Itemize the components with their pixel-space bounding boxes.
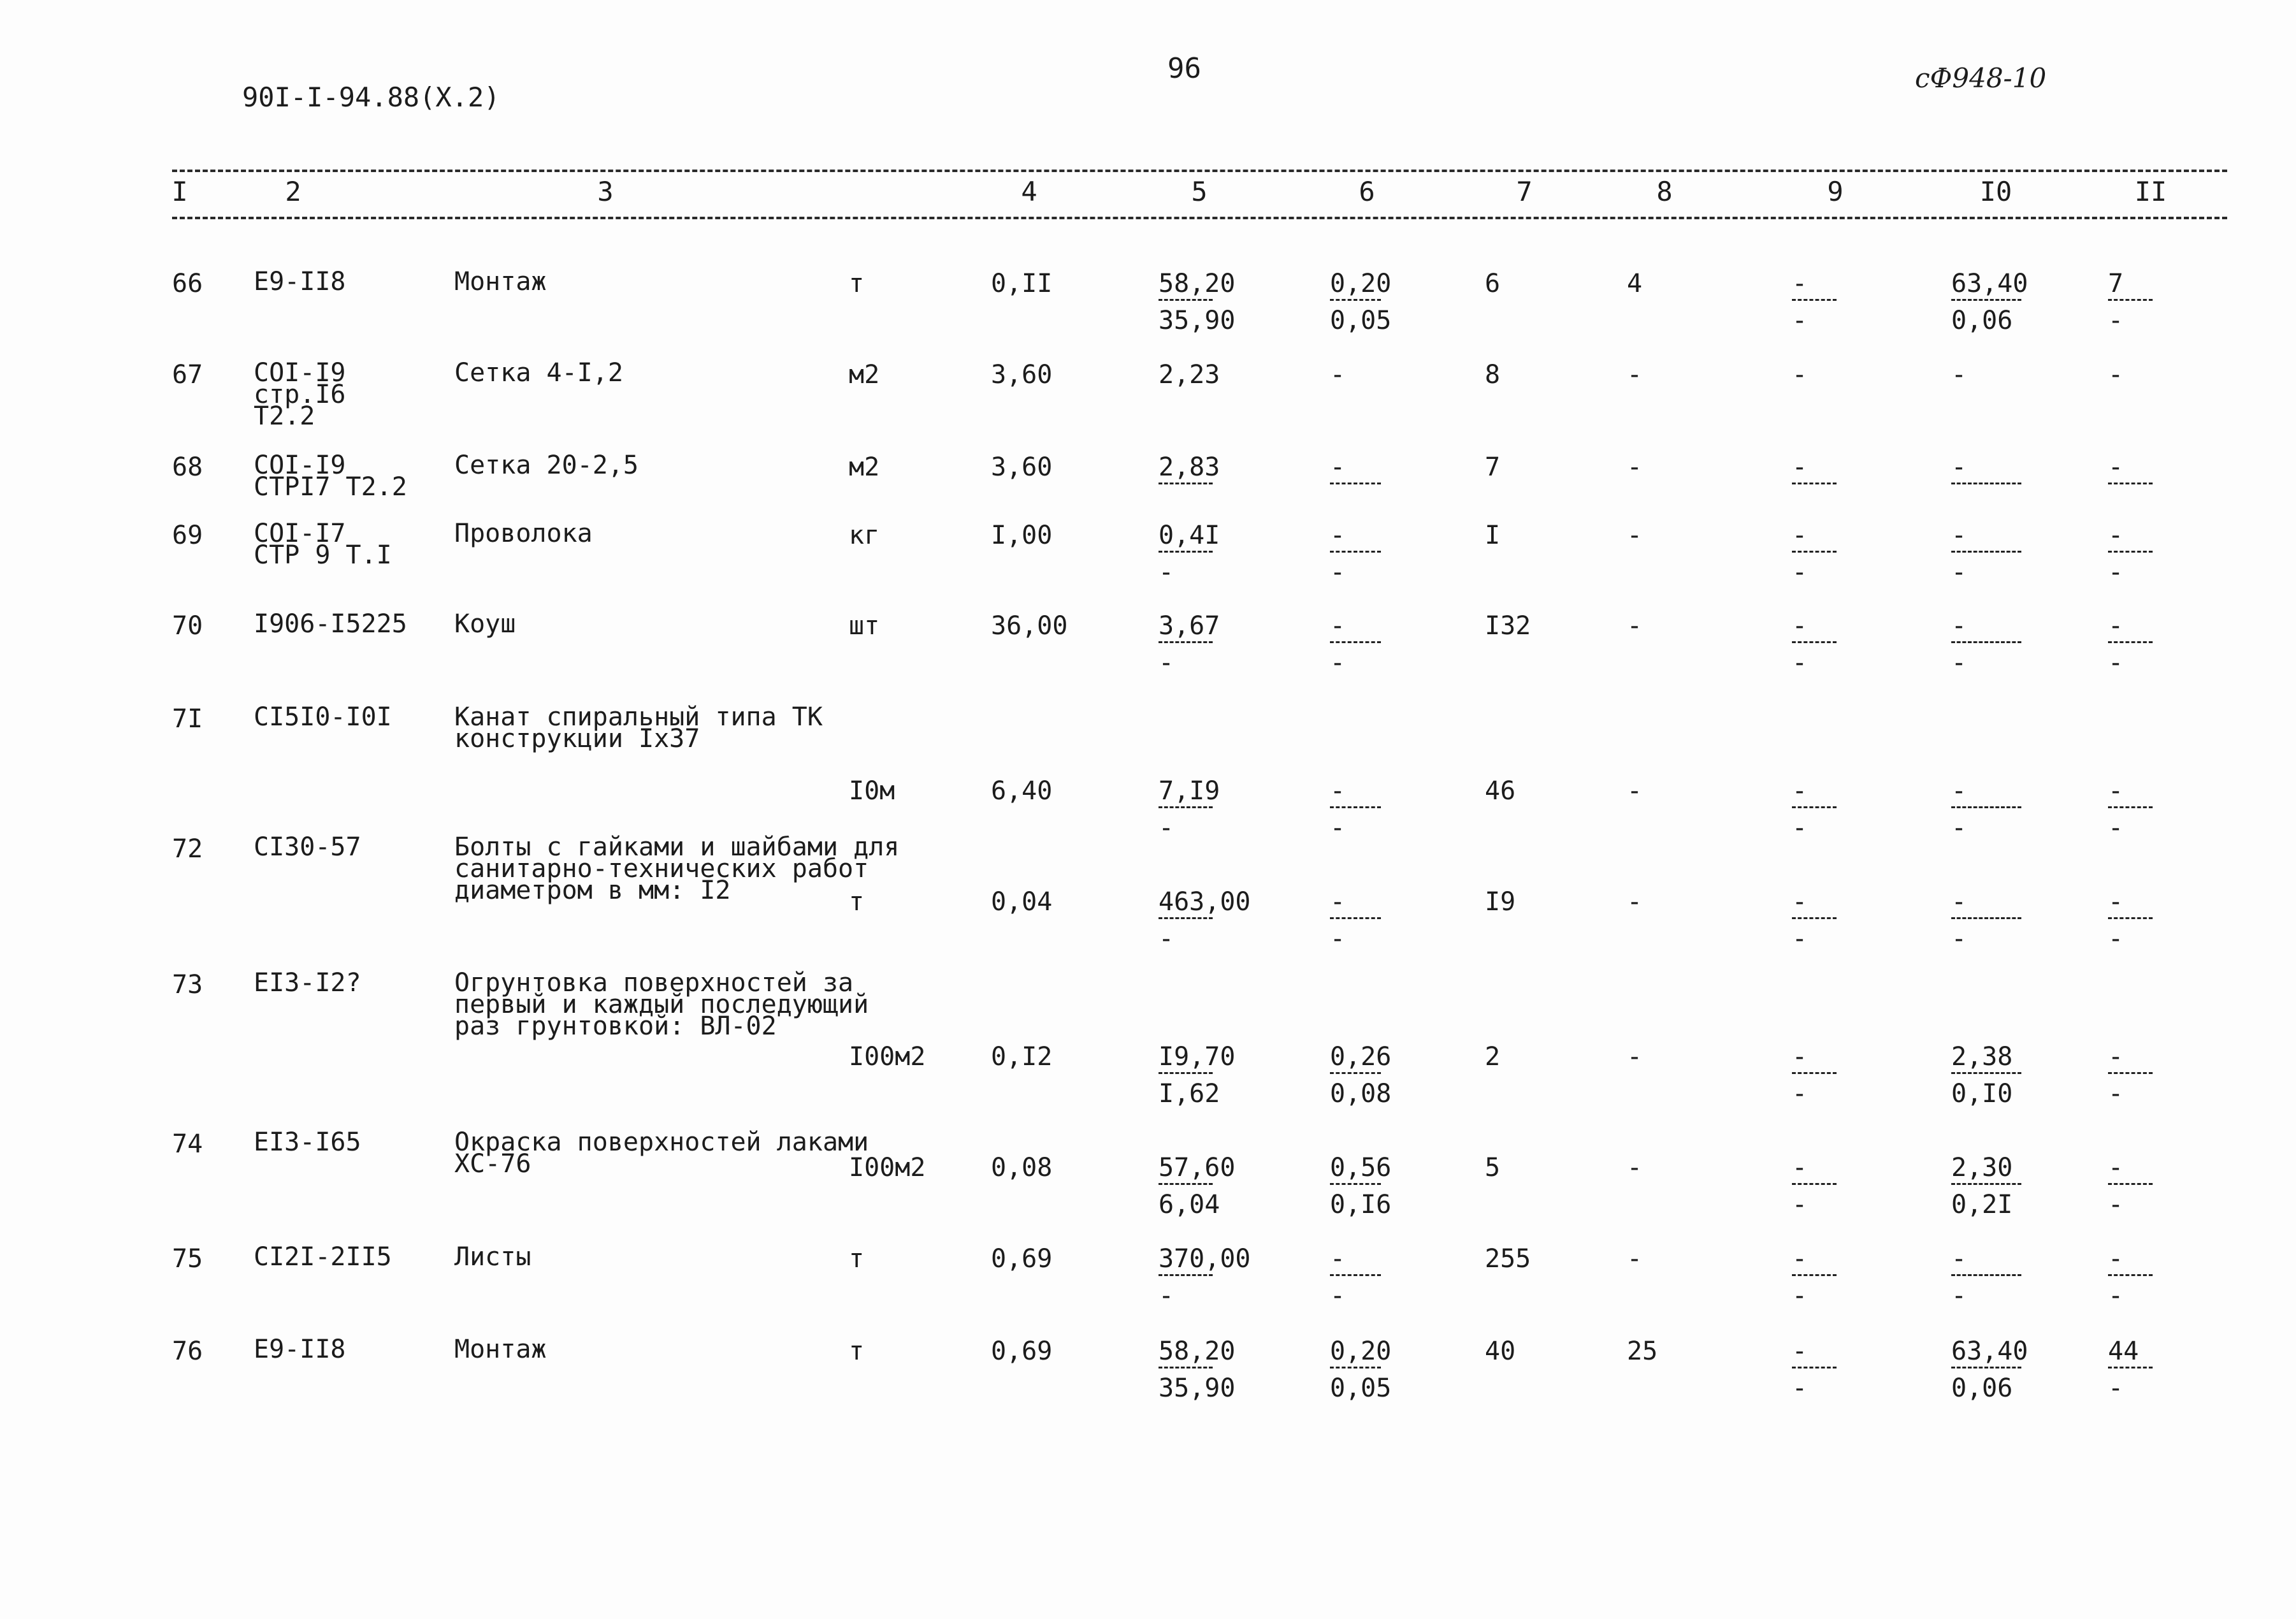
unit: т (849, 887, 865, 917)
col9-value-denominator: - (1792, 648, 1808, 678)
col7-value: 6 (1485, 269, 1501, 298)
col7-value: I9 (1485, 887, 1516, 917)
quantity: I,00 (991, 521, 1053, 550)
column-number: 8 (1656, 176, 1673, 207)
col6-value-denominator: 0,I6 (1330, 1190, 1392, 1219)
norm-code: I906-I5225 (254, 609, 407, 639)
quantity: 3,60 (991, 360, 1053, 389)
norm-code: CI2I-2II5 (254, 1242, 392, 1272)
unit: I00м2 (849, 1042, 926, 1071)
unit: т (849, 269, 865, 298)
col11-value-numerator: 44 (2108, 1337, 2139, 1366)
col5-value-denominator: 6,04 (1159, 1190, 1220, 1219)
norm-code: COI-I9 CTPI7 T2.2 (254, 451, 407, 502)
unit: м2 (849, 360, 880, 389)
column-number: 9 (1827, 176, 1844, 207)
col6-value-denominator: - (1330, 1281, 1346, 1310)
row-number: 75 (172, 1244, 203, 1274)
col10-value-numerator: - (1951, 360, 1967, 389)
col5-value-denominator: - (1159, 1281, 1174, 1310)
col5-value-numerator: 7,I9 (1159, 776, 1220, 806)
column-number: II (2134, 176, 2167, 207)
col11-value-numerator: - (2108, 360, 2124, 389)
col6-value-fraction-rule (1330, 917, 1381, 919)
col8-value: 4 (1627, 269, 1643, 298)
col10-value-fraction-rule (1951, 917, 2021, 919)
col11-value-denominator: - (2108, 1079, 2124, 1108)
norm-code: CI30-57 (254, 832, 361, 862)
archive-code: сФ948-10 (1915, 62, 2047, 94)
col11-value-denominator: - (2108, 813, 2124, 843)
col9-value-numerator: - (1792, 1042, 1808, 1071)
col7-value: 40 (1485, 1337, 1516, 1366)
col10-value-denominator: - (1951, 1281, 1967, 1310)
col6-value-denominator: - (1330, 924, 1346, 954)
col11-value-fraction-rule (2108, 551, 2153, 553)
quantity: 0,I2 (991, 1042, 1053, 1071)
row-number: 66 (172, 269, 203, 298)
row-number: 74 (172, 1129, 203, 1159)
col8-value: - (1627, 360, 1643, 389)
row-number: 76 (172, 1337, 203, 1366)
col11-value-denominator: - (2108, 558, 2124, 587)
work-name: Канат спиральный типа ТК конструкции Iх37 (454, 702, 823, 753)
col11-value-numerator: - (2108, 1244, 2124, 1274)
col5-value-denominator: 35,90 (1159, 306, 1236, 335)
col11-value-numerator: - (2108, 453, 2124, 482)
col5-value-fraction-rule (1159, 641, 1213, 643)
col5-value-fraction-rule (1159, 299, 1213, 301)
col9-value-numerator: - (1792, 1153, 1808, 1182)
col6-value-denominator: 0,08 (1330, 1079, 1392, 1108)
col8-value: - (1627, 1244, 1643, 1274)
col10-value-fraction-rule (1951, 1367, 2021, 1369)
work-name: Сетка 20-2,5 (454, 451, 639, 480)
col11-value-denominator: - (2108, 306, 2124, 335)
col11-value-numerator: - (2108, 611, 2124, 641)
quantity: 0,04 (991, 887, 1053, 917)
norm-code: E9-II8 (254, 267, 346, 296)
col5-value-numerator: 3,67 (1159, 611, 1220, 641)
norm-code: COI-I7 CTP 9 T.I (254, 519, 392, 570)
unit: кг (849, 521, 880, 550)
col11-value-numerator: - (2108, 521, 2124, 550)
column-number: I0 (1979, 176, 2012, 207)
col5-value-numerator: 57,60 (1159, 1153, 1236, 1182)
row-number: 67 (172, 360, 203, 389)
col11-value-denominator: - (2108, 648, 2124, 678)
norm-code: CI5I0-I0I (254, 702, 392, 732)
col6-value-fraction-rule (1330, 641, 1381, 643)
col11-value-numerator: - (2108, 887, 2124, 917)
col9-value-denominator: - (1792, 558, 1808, 587)
col6-value-numerator: - (1330, 360, 1346, 389)
col10-value-fraction-rule (1951, 1183, 2021, 1185)
column-number: 7 (1516, 176, 1533, 207)
col5-value-fraction-rule (1159, 1183, 1213, 1185)
col7-value: 2 (1485, 1042, 1501, 1071)
col11-value-fraction-rule (2108, 1072, 2153, 1074)
work-name: Коуш (454, 609, 516, 639)
col5-value-denominator: - (1159, 924, 1174, 954)
col10-value-denominator: - (1951, 813, 1967, 843)
col5-value-denominator: - (1159, 648, 1174, 678)
col8-value: - (1627, 776, 1643, 806)
col9-value-denominator: - (1792, 1079, 1808, 1108)
col5-value-numerator: 2,23 (1159, 360, 1220, 389)
unit: м2 (849, 453, 880, 482)
quantity: 36,00 (991, 611, 1068, 641)
col9-value-denominator: - (1792, 813, 1808, 843)
col10-value-fraction-rule (1951, 1072, 2021, 1074)
col10-value-fraction-rule (1951, 483, 2021, 484)
col10-value-fraction-rule (1951, 299, 2021, 301)
col6-value-fraction-rule (1330, 483, 1381, 484)
column-number: I (171, 176, 188, 207)
column-number: 6 (1359, 176, 1375, 207)
col5-value-numerator: 463,00 (1159, 887, 1251, 917)
col11-value-fraction-rule (2108, 806, 2153, 808)
col5-value-fraction-rule (1159, 1367, 1213, 1369)
col9-value-numerator: - (1792, 887, 1808, 917)
col10-value-numerator: - (1951, 453, 1967, 482)
col7-value: 46 (1485, 776, 1516, 806)
column-number: 4 (1021, 176, 1037, 207)
col11-value-fraction-rule (2108, 1274, 2153, 1276)
col6-value-numerator: 0,20 (1330, 269, 1392, 298)
col8-value: 25 (1627, 1337, 1658, 1366)
col10-value-numerator: 63,40 (1951, 1337, 2028, 1366)
col9-value-fraction-rule (1792, 1367, 1837, 1369)
col5-value-numerator: 58,20 (1159, 1337, 1236, 1366)
col7-value: I32 (1485, 611, 1531, 641)
col6-value-fraction-rule (1330, 1072, 1381, 1074)
col11-value-numerator: - (2108, 1153, 2124, 1182)
col9-value-fraction-rule (1792, 483, 1837, 484)
col7-value: I (1485, 521, 1501, 550)
col10-value-denominator: 0,2I (1951, 1190, 2013, 1219)
col9-value-fraction-rule (1792, 551, 1837, 553)
col5-value-numerator: 58,20 (1159, 269, 1236, 298)
column-number: 3 (597, 176, 614, 207)
col9-value-fraction-rule (1792, 299, 1837, 301)
col10-value-denominator: 0,06 (1951, 1374, 2013, 1403)
col10-value-denominator: - (1951, 924, 1967, 954)
col10-value-numerator: 63,40 (1951, 269, 2028, 298)
work-name: Окраска поверхностей лаками ХС-76 (454, 1128, 869, 1179)
work-name: Огрунтовка поверхностей за первый и каждый последующий раз грунтовкой: ВЛ-02 (454, 968, 869, 1041)
row-number: 73 (172, 970, 203, 999)
document-code: 90I-I-94.88(X.2) (242, 82, 500, 113)
col11-value-fraction-rule (2108, 299, 2153, 301)
col11-value-fraction-rule (2108, 483, 2153, 484)
col10-value-numerator: - (1951, 776, 1967, 806)
col9-value-fraction-rule (1792, 806, 1837, 808)
col10-value-numerator: - (1951, 521, 1967, 550)
col11-value-denominator: - (2108, 1281, 2124, 1310)
unit: I00м2 (849, 1153, 926, 1182)
row-number: 7I (172, 704, 203, 734)
unit: I0м (849, 776, 895, 806)
col7-value: 5 (1485, 1153, 1501, 1182)
quantity: 0,II (991, 269, 1053, 298)
col5-value-denominator: 35,90 (1159, 1374, 1236, 1403)
col6-value-numerator: - (1330, 521, 1346, 550)
column-number: 5 (1191, 176, 1208, 207)
col6-value-fraction-rule (1330, 551, 1381, 553)
col10-value-numerator: 2,30 (1951, 1153, 2013, 1182)
col5-value-fraction-rule (1159, 917, 1213, 919)
col9-value-numerator: - (1792, 269, 1808, 298)
col9-value-fraction-rule (1792, 917, 1837, 919)
column-number: 2 (285, 176, 301, 207)
col5-value-fraction-rule (1159, 806, 1213, 808)
quantity: 3,60 (991, 453, 1053, 482)
col6-value-fraction-rule (1330, 299, 1381, 301)
page-number: 96 (1167, 52, 1201, 85)
row-number: 68 (172, 453, 203, 482)
quantity: 0,69 (991, 1337, 1053, 1366)
col9-value-numerator: - (1792, 1244, 1808, 1274)
work-name: Листы (454, 1242, 531, 1272)
col8-value: - (1627, 453, 1643, 482)
col9-value-numerator: - (1792, 611, 1808, 641)
col10-value-fraction-rule (1951, 806, 2021, 808)
col6-value-numerator: - (1330, 1244, 1346, 1274)
col10-value-numerator: - (1951, 1244, 1967, 1274)
col10-value-denominator: 0,I0 (1951, 1079, 2013, 1108)
col10-value-numerator: 2,38 (1951, 1042, 2013, 1071)
col8-value: - (1627, 521, 1643, 550)
col11-value-numerator: - (2108, 776, 2124, 806)
col9-value-denominator: - (1792, 1190, 1808, 1219)
col11-value-denominator: - (2108, 1374, 2124, 1403)
col10-value-denominator: - (1951, 648, 1967, 678)
col11-value-denominator: - (2108, 924, 2124, 954)
col6-value-numerator: - (1330, 776, 1346, 806)
col10-value-fraction-rule (1951, 1274, 2021, 1276)
col5-value-numerator: 0,4I (1159, 521, 1220, 550)
col11-value-numerator: - (2108, 1042, 2124, 1071)
col10-value-denominator: 0,06 (1951, 306, 2013, 335)
col5-value-numerator: 370,00 (1159, 1244, 1251, 1274)
col7-value: 8 (1485, 360, 1501, 389)
col5-value-numerator: I9,70 (1159, 1042, 1236, 1071)
unit: т (849, 1337, 865, 1366)
col11-value-fraction-rule (2108, 641, 2153, 643)
col9-value-fraction-rule (1792, 1274, 1837, 1276)
col11-value-fraction-rule (2108, 1183, 2153, 1185)
col5-value-fraction-rule (1159, 551, 1213, 553)
col6-value-denominator: - (1330, 558, 1346, 587)
work-name: Болты с гайками и шайбами для санитарно-технических работ диаметром в мм: I2 (454, 832, 900, 905)
unit: т (849, 1244, 865, 1274)
col6-value-numerator: 0,56 (1330, 1153, 1392, 1182)
col7-value: 7 (1485, 453, 1501, 482)
col6-value-fraction-rule (1330, 806, 1381, 808)
col10-value-numerator: - (1951, 611, 1967, 641)
norm-code: E9-II8 (254, 1335, 346, 1364)
col9-value-denominator: - (1792, 1281, 1808, 1310)
col6-value-numerator: 0,26 (1330, 1042, 1392, 1071)
quantity: 0,69 (991, 1244, 1053, 1274)
col10-value-numerator: - (1951, 887, 1967, 917)
col6-value-numerator: - (1330, 453, 1346, 482)
work-name: Монтаж (454, 1335, 547, 1364)
col6-value-denominator: - (1330, 813, 1346, 843)
col9-value-fraction-rule (1792, 1183, 1837, 1185)
unit: шт (849, 611, 880, 641)
norm-code: COI-I9 стр.I6 T2.2 (254, 358, 346, 431)
col9-value-denominator: - (1792, 306, 1808, 335)
col9-value-denominator: - (1792, 1374, 1808, 1403)
col5-value-denominator: - (1159, 813, 1174, 843)
col6-value-fraction-rule (1330, 1274, 1381, 1276)
col11-value-fraction-rule (2108, 1367, 2153, 1369)
col7-value: 255 (1485, 1244, 1531, 1274)
row-number: 72 (172, 834, 203, 864)
col8-value: - (1627, 611, 1643, 641)
col5-value-fraction-rule (1159, 483, 1213, 484)
row-number: 70 (172, 611, 203, 641)
norm-code: EI3-I2? (254, 968, 361, 998)
quantity: 0,08 (991, 1153, 1053, 1182)
norm-code: EI3-I65 (254, 1128, 361, 1157)
col6-value-numerator: - (1330, 611, 1346, 641)
quantity: 6,40 (991, 776, 1053, 806)
work-name: Монтаж (454, 267, 547, 296)
col9-value-denominator: - (1792, 924, 1808, 954)
col6-value-denominator: 0,05 (1330, 306, 1392, 335)
col6-value-denominator: 0,05 (1330, 1374, 1392, 1403)
col9-value-numerator: - (1792, 776, 1808, 806)
col6-value-denominator: - (1330, 648, 1346, 678)
col9-value-numerator: - (1792, 1337, 1808, 1366)
col5-value-numerator: 2,83 (1159, 453, 1220, 482)
row-number: 69 (172, 521, 203, 550)
col10-value-fraction-rule (1951, 641, 2021, 643)
col5-value-fraction-rule (1159, 1072, 1213, 1074)
col10-value-denominator: - (1951, 558, 1967, 587)
col8-value: - (1627, 1042, 1643, 1071)
col8-value: - (1627, 887, 1643, 917)
col5-value-fraction-rule (1159, 1274, 1213, 1276)
col6-value-numerator: - (1330, 887, 1346, 917)
col5-value-denominator: I,62 (1159, 1079, 1220, 1108)
work-name: Сетка 4-I,2 (454, 358, 623, 388)
col11-value-denominator: - (2108, 1190, 2124, 1219)
work-name: Проволока (454, 519, 593, 548)
col9-value-numerator: - (1792, 453, 1808, 482)
col6-value-numerator: 0,20 (1330, 1337, 1392, 1366)
col9-value-numerator: - (1792, 360, 1808, 389)
col10-value-fraction-rule (1951, 551, 2021, 553)
col9-value-fraction-rule (1792, 1072, 1837, 1074)
col6-value-fraction-rule (1330, 1367, 1381, 1369)
col9-value-fraction-rule (1792, 641, 1837, 643)
col11-value-fraction-rule (2108, 917, 2153, 919)
col11-value-numerator: 7 (2108, 269, 2124, 298)
col6-value-fraction-rule (1330, 1183, 1381, 1185)
col9-value-numerator: - (1792, 521, 1808, 550)
col5-value-denominator: - (1159, 558, 1174, 587)
col8-value: - (1627, 1153, 1643, 1182)
